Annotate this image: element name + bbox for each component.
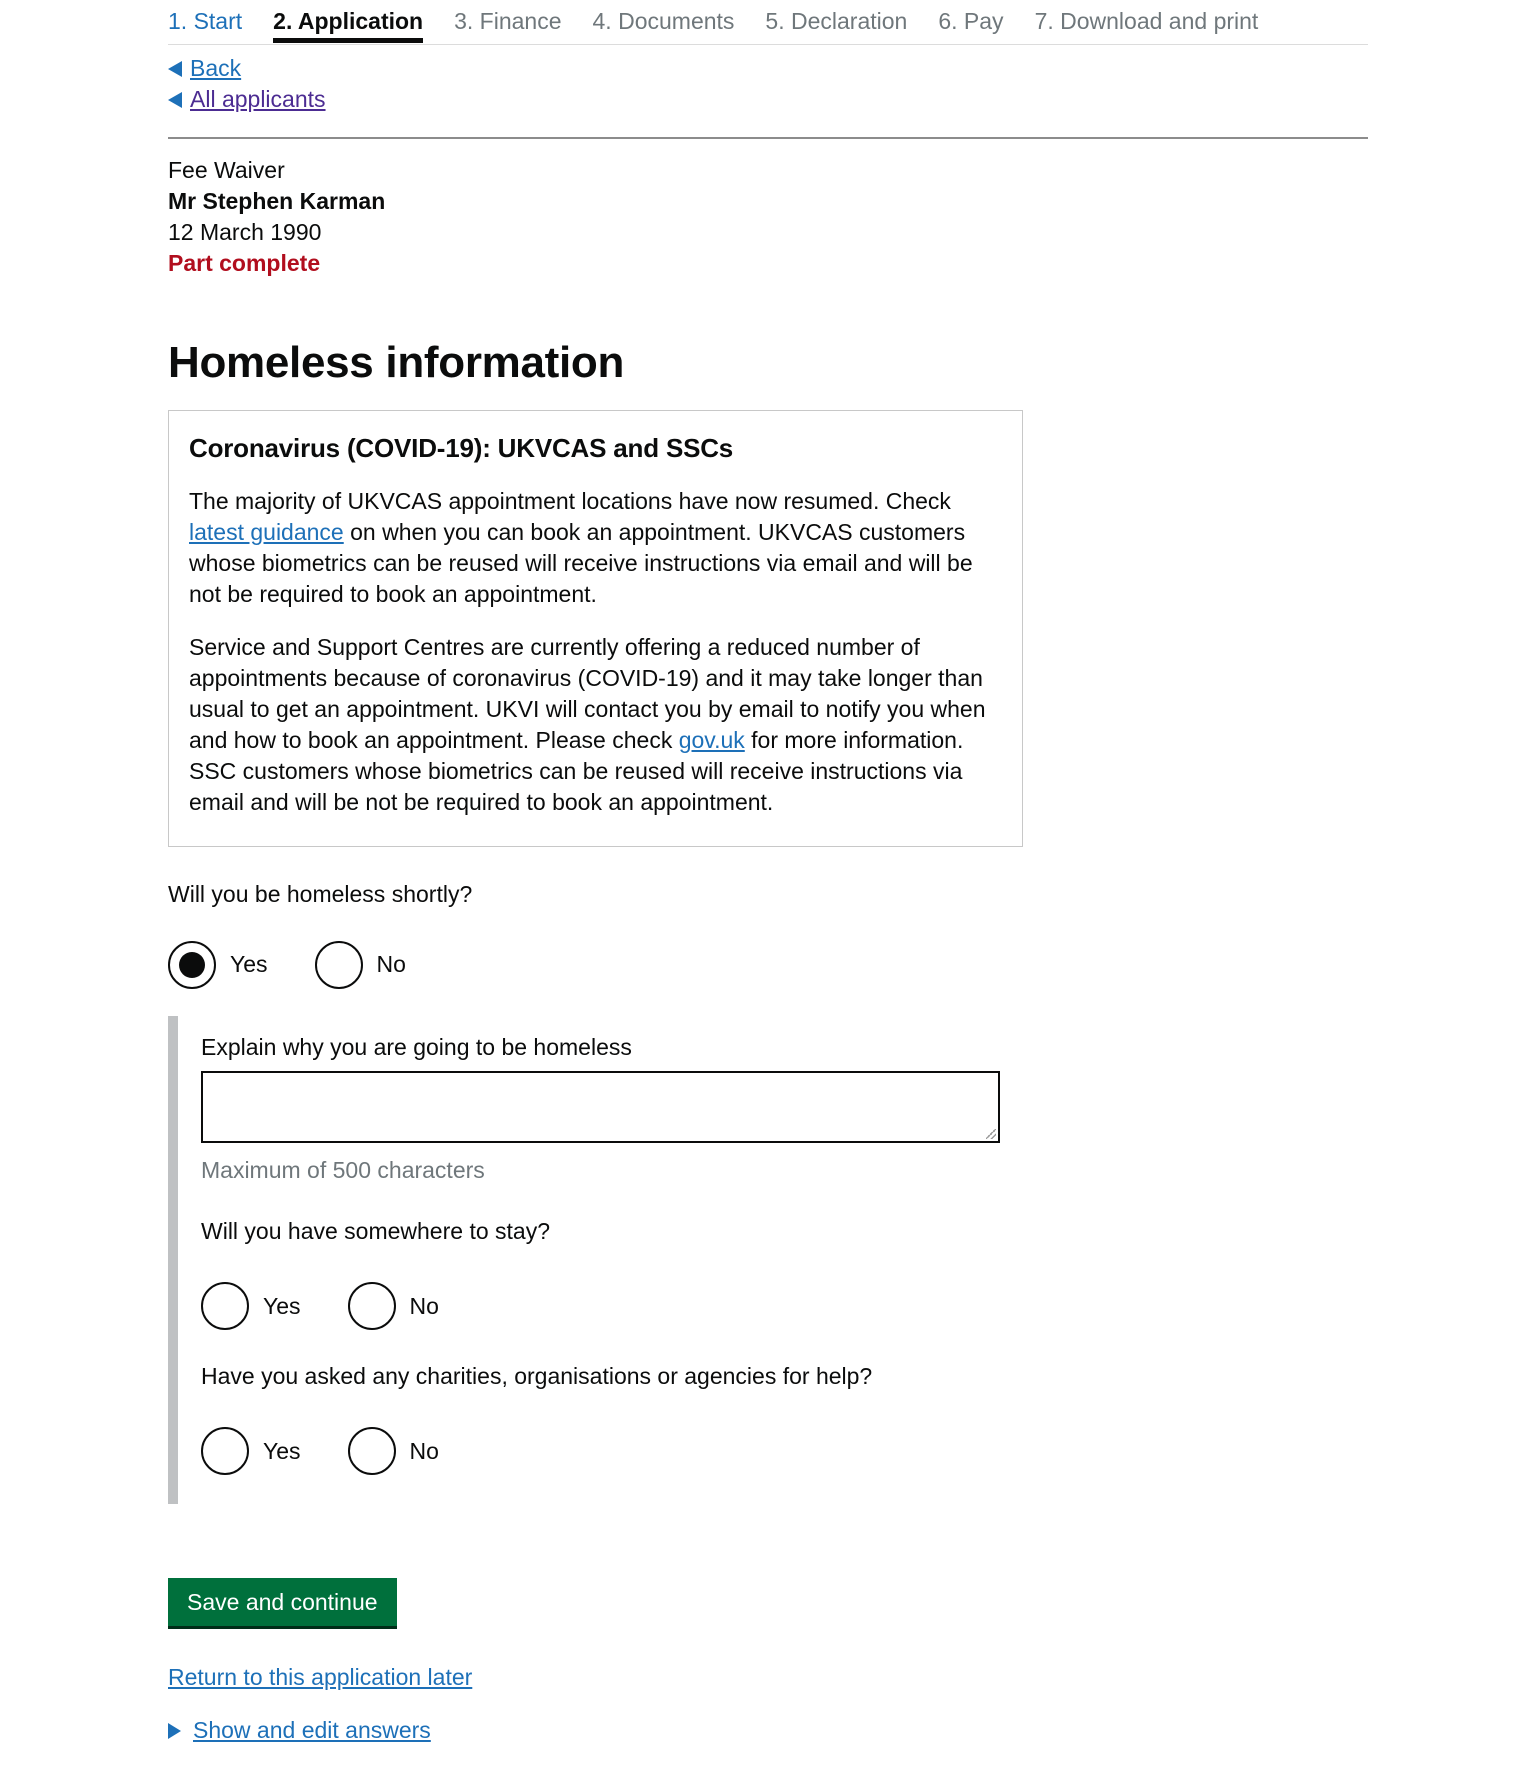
latest-guidance-link[interactable]: latest guidance [189, 518, 344, 545]
stay-yes-radio[interactable] [201, 1282, 301, 1330]
applicant-summary [168, 139, 1368, 279]
radio-label: Yes [263, 1292, 301, 1319]
notice-text: on when you can book an appointment. UKVCAS customers whose biometrics can be reused will receive instructions via email and will be not be required to book an appointment. [189, 518, 973, 607]
back-links [168, 45, 1368, 137]
return-later-row [168, 1662, 1368, 1693]
back-link[interactable]: Back [190, 54, 242, 81]
explain-label: Explain why you are going to be homeless [201, 1033, 632, 1060]
radio-label: Yes [230, 951, 268, 978]
step-documents: 4. Documents [592, 8, 735, 34]
triangle-right-icon [168, 1723, 181, 1739]
somewhere-to-stay-question: Will you have somewhere to stay? [201, 1218, 550, 1245]
charities-help-question: Have you asked any charities, organisations or agencies for help? [201, 1363, 873, 1390]
radio-empty-icon[interactable] [201, 1427, 249, 1475]
help-no-radio[interactable] [348, 1427, 439, 1475]
notice-text: for more information. SSC customers whose biometrics can be reused will receive instructions via email and will be not be required to book an appointment. [189, 726, 964, 815]
applicant-type: Fee Waiver [168, 157, 285, 183]
step-application[interactable]: 2. Application [273, 6, 423, 37]
help-yes-radio[interactable] [201, 1427, 301, 1475]
notice-paragraph-1 [189, 486, 1002, 610]
all-applicants-link[interactable]: All applicants [190, 85, 326, 112]
homeless-question: Will you be homeless shortly? [168, 880, 473, 907]
radio-label: No [409, 1437, 439, 1464]
radio-empty-icon[interactable] [348, 1282, 396, 1330]
applicant-status: Part complete [168, 250, 321, 276]
step-download-print: 7. Download and print [1034, 8, 1259, 34]
stay-radio-group [201, 1281, 1368, 1331]
notice-paragraph-2 [189, 632, 1002, 818]
homeless-yes-radio[interactable] [168, 941, 268, 989]
page [168, 0, 1368, 1746]
radio-empty-icon[interactable] [348, 1427, 396, 1475]
homeless-radio-group [168, 940, 1368, 990]
progress-steps [168, 0, 1368, 45]
return-later-link[interactable]: Return to this application later [168, 1664, 473, 1691]
radio-label: No [376, 951, 406, 978]
radio-selected-icon[interactable] [168, 941, 216, 989]
back-link-row [168, 53, 1368, 84]
explain-textarea[interactable] [201, 1071, 1000, 1143]
applicant-name: Mr Stephen Karman [168, 188, 386, 214]
covid-notice [168, 410, 1023, 847]
stay-no-radio[interactable] [348, 1282, 439, 1330]
save-and-continue-button[interactable]: Save and continue [168, 1578, 397, 1626]
homeless-no-radio[interactable] [315, 941, 406, 989]
step-declaration: 5. Declaration [765, 8, 908, 34]
all-applicants-link-row [168, 84, 1368, 115]
notice-heading: Coronavirus (COVID-19): UKVCAS and SSCs [189, 432, 734, 463]
step-finance: 3. Finance [454, 8, 562, 34]
step-pay: 6. Pay [938, 8, 1004, 34]
notice-text: Service and Support Centres are currently offering a reduced number of appointments because of coronavirus (COVID-19) and it may take longer than usual to get an appointment. UKVI will contact you by email to notify you when and how to book an appointment. Please check [189, 633, 986, 753]
radio-label: No [409, 1292, 439, 1319]
explain-hint: Maximum of 500 characters [201, 1156, 485, 1183]
triangle-left-icon [168, 92, 182, 108]
applicant-dob: 12 March 1990 [168, 219, 322, 245]
gov-uk-link[interactable]: gov.uk [678, 726, 745, 753]
notice-text: The majority of UKVCAS appointment locations have now resumed. Check [189, 487, 951, 514]
radio-empty-icon[interactable] [315, 941, 363, 989]
radio-empty-icon[interactable] [201, 1282, 249, 1330]
page-title: Homeless information [168, 338, 625, 387]
homeless-conditional-panel [168, 1016, 1368, 1504]
show-answers-link[interactable]: Show and edit answers [193, 1717, 431, 1744]
help-radio-group [201, 1426, 1368, 1476]
step-start[interactable]: 1. Start [168, 8, 243, 34]
radio-label: Yes [263, 1437, 301, 1464]
triangle-left-icon [168, 61, 182, 77]
show-answers-toggle[interactable] [168, 1715, 1368, 1746]
